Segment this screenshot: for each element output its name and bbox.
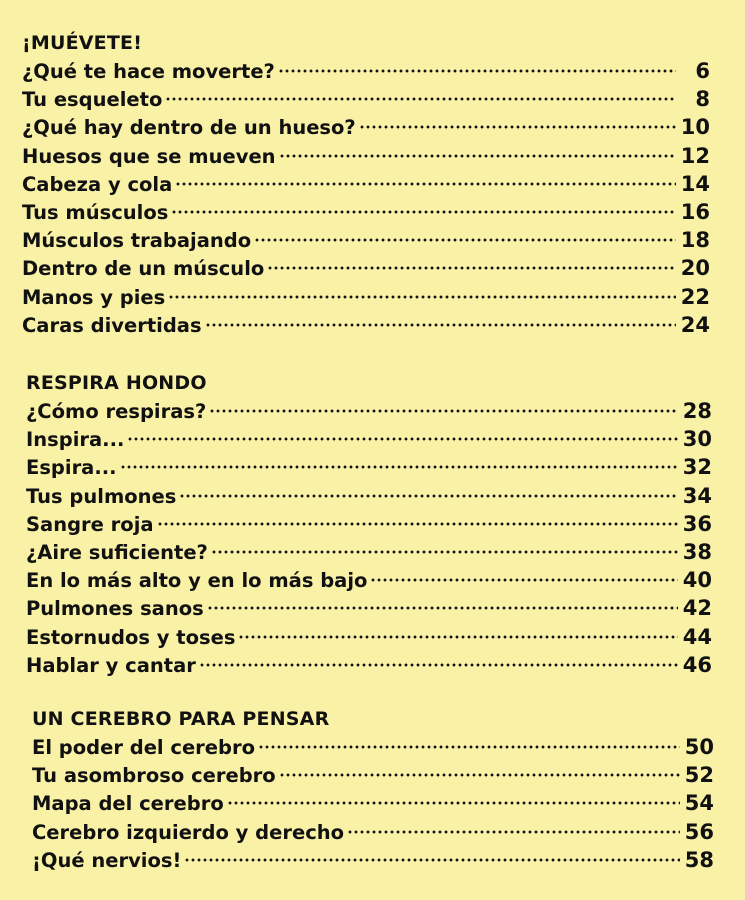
toc-entry: [22, 170, 710, 198]
dot-leader: [157, 521, 678, 527]
entry-page-number: 14: [680, 171, 710, 196]
dot-leader: [165, 96, 676, 102]
section-muevete: [22, 30, 745, 339]
entry-page-number: 28: [682, 399, 712, 423]
dot-leader: [254, 237, 676, 243]
entry-title: Espira...: [26, 456, 117, 480]
entry-title: ¿Qué te hace moverte?: [22, 60, 275, 83]
entry-title: En lo más alto y en lo más bajo: [26, 569, 368, 593]
toc-entry: [32, 846, 714, 874]
entry-page-number: 8: [695, 87, 710, 112]
entry-page-number: 58: [684, 847, 714, 872]
toc-entry: [22, 283, 710, 311]
entry-title: Tus pulmones: [26, 484, 177, 508]
entry-page-number: 56: [684, 819, 714, 844]
toc-entry: [26, 538, 712, 566]
entry-title: Tu esqueleto: [22, 88, 163, 112]
toc-entry: [32, 761, 714, 789]
toc-entry: [26, 482, 712, 510]
toc-entry: [26, 510, 712, 538]
entry-title: Tu asombroso cerebro: [32, 764, 276, 788]
toc-entry: [32, 733, 714, 761]
dot-leader: [168, 294, 676, 300]
entry-title: ¡Qué nervios!: [32, 848, 182, 872]
entry-title: Caras divertidas: [22, 313, 202, 337]
entry-title: Manos y pies: [22, 285, 166, 309]
entry-page-number: 44: [682, 624, 712, 649]
entry-page-number: 38: [682, 539, 712, 564]
entry-title: ¿Qué hay dentro de un hueso?: [22, 116, 356, 140]
entry-page-number: 40: [682, 568, 712, 593]
toc-entry: [32, 818, 714, 846]
dot-leader: [278, 68, 676, 74]
entry-page-number: 50: [684, 735, 714, 759]
dot-leader: [279, 153, 676, 159]
toc-entry: [26, 594, 712, 622]
toc-entry: [22, 142, 710, 170]
toc-entry: [22, 198, 710, 226]
entry-title: Cerebro izquierdo y derecho: [32, 820, 345, 844]
entry-page-number: 32: [682, 455, 712, 480]
dot-leader: [184, 857, 680, 863]
dot-leader: [370, 577, 678, 583]
dot-leader: [359, 124, 676, 130]
dot-leader: [227, 800, 680, 806]
dot-leader: [258, 744, 680, 750]
entry-title: Hablar y cantar: [26, 653, 196, 677]
entry-title: Pulmones sanos: [26, 597, 204, 621]
entry-page-number: 10: [680, 115, 710, 140]
section-respira-hondo: [26, 370, 745, 679]
dot-leader: [127, 436, 678, 442]
entry-title: Cabeza y cola: [22, 172, 173, 196]
section-heading: ¡MUÉVETE!: [22, 32, 143, 54]
entry-page-number: 30: [682, 427, 712, 452]
dot-leader: [347, 829, 680, 835]
entry-page-number: 12: [680, 143, 710, 168]
dot-leader: [175, 181, 676, 187]
dot-leader: [199, 662, 678, 668]
entry-title: Sangre roja: [26, 512, 154, 536]
entry-page-number: 6: [695, 59, 710, 83]
dot-leader: [209, 408, 678, 414]
dot-leader: [179, 493, 678, 499]
toc-entry: [22, 226, 710, 254]
toc-entry: [22, 57, 710, 85]
toc-entry: [22, 254, 710, 282]
toc-entry: [26, 397, 712, 425]
dot-leader: [238, 634, 678, 640]
entry-title: Dentro de un músculo: [22, 257, 265, 281]
entry-page-number: 52: [684, 763, 714, 788]
toc-entry: [32, 789, 714, 817]
entry-page-number: 36: [682, 511, 712, 536]
dot-leader: [207, 605, 678, 611]
toc-entry: [26, 425, 712, 453]
entry-title: ¿Aire suficiente?: [26, 540, 208, 564]
toc-entry: [22, 85, 710, 113]
entry-page-number: 18: [680, 228, 710, 253]
dot-leader: [120, 464, 678, 470]
section-heading: RESPIRA HONDO: [26, 372, 207, 394]
dot-leader: [171, 209, 676, 215]
entry-page-number: 46: [682, 652, 712, 677]
dot-leader: [211, 549, 678, 555]
entry-title: Huesos que se mueven: [22, 144, 276, 168]
entry-page-number: 34: [682, 483, 712, 508]
entry-title: Inspira...: [26, 428, 125, 452]
dot-leader: [279, 772, 680, 778]
dot-leader: [205, 322, 676, 328]
section-un-cerebro-para-pensar: [32, 706, 745, 874]
entry-page-number: 16: [680, 199, 710, 224]
toc-entry: [26, 651, 712, 679]
toc-entry: [26, 566, 712, 594]
entry-title: ¿Cómo respiras?: [26, 400, 207, 423]
entry-page-number: 24: [680, 312, 710, 337]
toc-entry: [22, 311, 710, 339]
entry-page-number: 42: [682, 596, 712, 621]
toc-entry: [22, 113, 710, 141]
toc-entry: [26, 623, 712, 651]
entry-title: Mapa del cerebro: [32, 792, 224, 816]
entry-title: Estornudos y toses: [26, 625, 236, 649]
entry-page-number: 22: [680, 284, 710, 309]
entry-page-number: 54: [684, 791, 714, 816]
dot-leader: [267, 265, 676, 271]
section-heading: UN CEREBRO PARA PENSAR: [32, 708, 330, 730]
entry-title: El poder del cerebro: [32, 736, 255, 759]
toc-entry: [26, 453, 712, 481]
entry-page-number: 20: [680, 256, 710, 281]
entry-title: Tus músculos: [22, 200, 169, 224]
entry-title: Músculos trabajando: [22, 229, 252, 253]
